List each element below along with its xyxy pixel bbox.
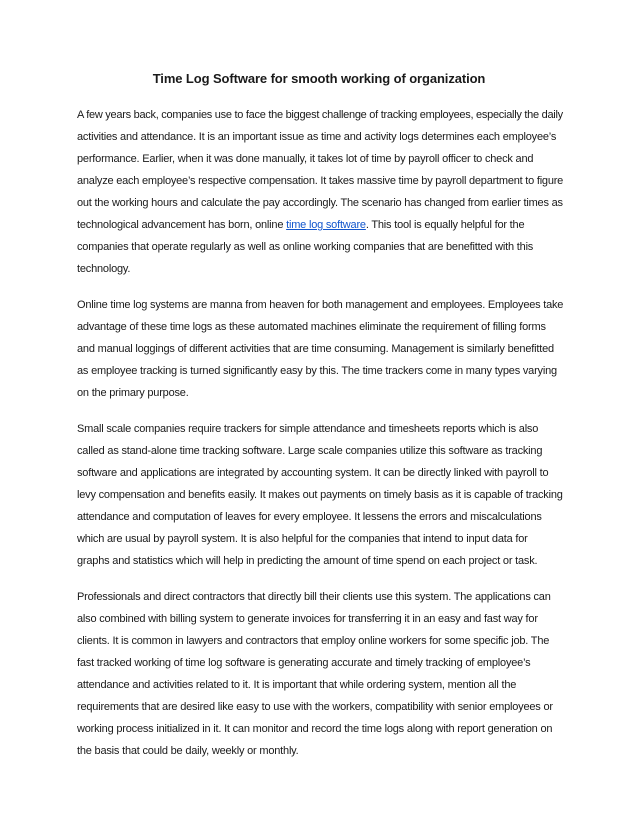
time-log-software-link[interactable]: time log software xyxy=(286,219,366,231)
text-line: also combined with billing system to generate invoices for transferring it in an easy and fast way for xyxy=(77,613,538,625)
text-line: technology. xyxy=(77,263,131,275)
text-line: software and applications are integrated by accounting system. It can be directly linked with payroll to xyxy=(77,467,549,479)
text-line: companies that operate regularly as well as online working companies that are benefitted with this xyxy=(77,241,534,253)
paragraph-4 xyxy=(77,586,563,762)
text-line: performance. Earlier, when it was done manually, it takes lot of time by payroll officer to check and xyxy=(77,153,534,165)
text-line: attendance and activities related to it. It is important that while ordering system, mention all the xyxy=(77,679,517,691)
text-line: on the primary purpose. xyxy=(77,387,189,399)
text-line-with-link xyxy=(77,214,563,236)
text-line: analyze each employee’s respective compensation. It takes massive time by payroll department to figure xyxy=(77,175,564,187)
text-line: and manual loggings of different activities that are time consuming. Management is similarly benefitted xyxy=(77,343,554,355)
text-line: working process initialized in it. It can monitor and record the time logs along with report generation on xyxy=(77,723,553,735)
text-line: the basis that could be daily, weekly or monthly. xyxy=(77,745,299,757)
text-line: levy compensation and benefits easily. It makes out payments on timely basis as it is capable of tracking xyxy=(77,489,563,501)
document-body xyxy=(77,104,563,776)
paragraph-2 xyxy=(77,294,563,404)
text-line: graphs and statistics which will help in predicting the amount of time spend on each project or task. xyxy=(77,555,538,567)
text-line: called as stand-alone time tracking software. Large scale companies utilize this software as tracking xyxy=(77,445,543,457)
text-fragment: technological advancement has born, online xyxy=(77,219,287,231)
text-line: Professionals and direct contractors that directly bill their clients use this system. The applications can xyxy=(77,591,551,603)
text-line: Online time log systems are manna from heaven for both management and employees. Employees take xyxy=(77,299,564,311)
paragraph-3 xyxy=(77,418,563,572)
text-line: A few years back, companies use to face the biggest challenge of tracking employees, especially the daily xyxy=(77,109,563,121)
paragraph-1 xyxy=(77,104,563,280)
text-line: advantage of these time logs as these automated machines eliminate the requirement of filling forms xyxy=(77,321,546,333)
document-title: Time Log Software for smooth working of organization xyxy=(152,71,486,86)
text-fragment: . This tool is equally helpful for the xyxy=(365,219,525,231)
text-line: as employee tracking is turned significantly easy by this. The time trackers come in many types varying xyxy=(77,365,557,377)
text-line: clients. It is common in lawyers and contractors that employ online workers for some specific job. The xyxy=(77,635,550,647)
text-line: out the working hours and calculate the pay accordingly. The scenario has changed from earlier times as xyxy=(77,197,563,209)
text-line: fast tracked working of time log software is generating accurate and timely tracking of employee’s xyxy=(77,657,531,669)
text-line: activities and attendance. It is an important issue as time and activity logs determines each employee’s xyxy=(77,131,557,143)
text-line: attendance and computation of leaves for every employee. It lessens the errors and miscalculations xyxy=(77,511,542,523)
text-line: which are usual by payroll system. It is also helpful for the companies that intend to input data for xyxy=(77,533,528,545)
text-line: requirements that are desired like easy to use with the workers, compatibility with senior employees or xyxy=(77,701,553,713)
text-line: Small scale companies require trackers for simple attendance and timesheets reports which is also xyxy=(77,423,539,435)
